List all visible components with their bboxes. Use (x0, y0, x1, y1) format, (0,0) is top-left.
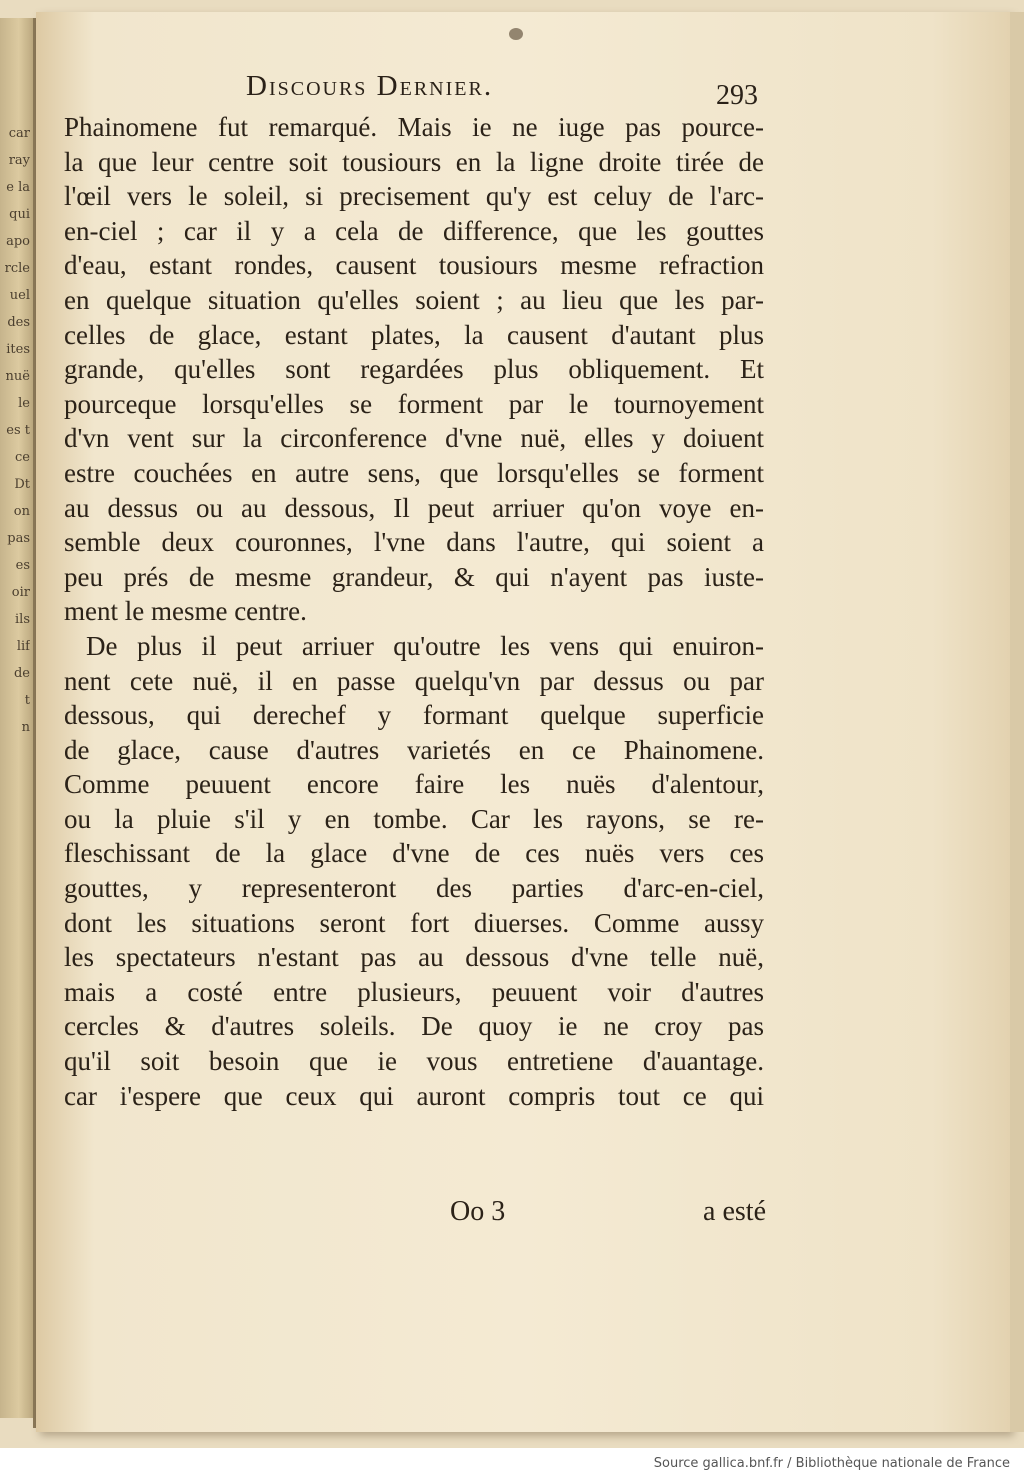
source-footer (0, 1448, 1024, 1479)
text-line: grande, qu'elles sont regardées plus obliquement. Et (64, 354, 764, 385)
text-line: la que leur centre soit tousiours en la ligne droite tirée de (64, 146, 764, 177)
text-line: Comme peuuent encore faire les nuës d'alentour, (64, 769, 764, 800)
page-edge (1010, 12, 1024, 1432)
signature-mark: Oo 3 (450, 1196, 506, 1227)
fragment: oir (11, 585, 30, 600)
running-head: Discours Dernier. (246, 70, 494, 102)
fragment: e la (6, 180, 30, 195)
text-line: Phainomene fut remarqué. Mais ie ne iuge pas pource- (64, 112, 764, 142)
text-line: gouttes, y representeront des parties d'arc-en-ciel, (64, 873, 764, 904)
fragment: de (13, 666, 30, 681)
text-line: cercles & d'autres soleils. De quoy ie ne croy pas (64, 1011, 764, 1042)
fragment: ites (6, 342, 30, 357)
text-line: celles de glace, estant plates, la causent d'autant plus (64, 319, 764, 350)
text-line: mais a costé entre plusieurs, peuuent voir d'autres (64, 976, 764, 1007)
ink-mark (509, 28, 523, 40)
facing-page-fragments (0, 120, 30, 741)
fragment: apo (6, 234, 30, 249)
text-line: pourceque lorsqu'elles se forment par le tournoyement (64, 388, 764, 419)
text-line: qu'il soit besoin que ie vous entretiene d'auantage. (64, 1046, 764, 1077)
fragment: es (15, 558, 30, 573)
text-line: d'eau, estant rondes, causent tousiours mesme refraction (64, 250, 764, 281)
text-body (64, 110, 764, 1113)
text-line: en quelque situation qu'elles soient ; au lieu que les par- (64, 284, 764, 315)
text-line: d'vn vent sur la circonference d'vne nuë, elles y doiuent (64, 423, 764, 454)
catchword: a esté (703, 1196, 766, 1227)
fragment: qui (9, 207, 30, 222)
text-line: ou la pluie s'il y en tombe. Car les rayons, se re- (64, 803, 764, 834)
fragment: Dt (14, 477, 30, 492)
fragment: ce (15, 450, 30, 465)
text-line: peu prés de mesme grandeur, & qui n'ayent pas iuste- (64, 561, 764, 592)
page-number: 293 (716, 80, 758, 111)
text-line: en-ciel ; car il y a cela de difference, que les gouttes (64, 215, 764, 246)
fragment: nuë (5, 369, 30, 384)
fragment: on (13, 504, 30, 519)
text-line: semble deux couronnes, l'vne dans l'autre, qui soient a (64, 527, 764, 558)
text-line: dont les situations seront fort diuerses. Comme aussy (64, 907, 764, 938)
text-line: car i'espere que ceux qui auront compris tout ce qui (64, 1080, 764, 1111)
fragment: lif (16, 639, 30, 654)
fragment: ray (8, 153, 30, 168)
text-line: de glace, cause d'autres varietés en ce Phainomene. (64, 734, 764, 765)
text-line: ment le mesme centre. (64, 596, 307, 627)
fragment: t (24, 693, 30, 708)
fragment: car (8, 126, 30, 141)
fragment: ils (15, 612, 30, 627)
text-line: estre couchées en autre sens, que lorsqu'elles se forment (64, 457, 764, 488)
fragment: n (21, 720, 30, 735)
text-line: dessous, qui derechef y formant quelque superficie (64, 700, 764, 731)
text-line: De plus il peut arriuer qu'outre les vens qui enuiron- (86, 630, 764, 661)
fragment: rcle (4, 261, 30, 276)
fragment: le (18, 396, 30, 411)
fragment: pas (7, 531, 30, 546)
text-line: fleschissant de la glace d'vne de ces nuës vers ces (64, 838, 764, 869)
text-line: nent cete nuë, il en passe quelqu'vn par dessus ou par (64, 665, 764, 696)
source-credit: Source gallica.bnf.fr / Bibliothèque nationale de France (653, 1456, 1010, 1471)
fragment: des (7, 315, 30, 330)
text-line: l'œil vers le soleil, si precisement qu'y est celuy de l'arc- (64, 181, 764, 212)
text-line: les spectateurs n'estant pas au dessous d'vne telle nuë, (64, 942, 764, 973)
fragment: uel (9, 288, 30, 303)
text-line: au dessus ou au dessous, Il peut arriuer qu'on voye en- (64, 492, 764, 523)
fragment: es t (6, 423, 30, 438)
